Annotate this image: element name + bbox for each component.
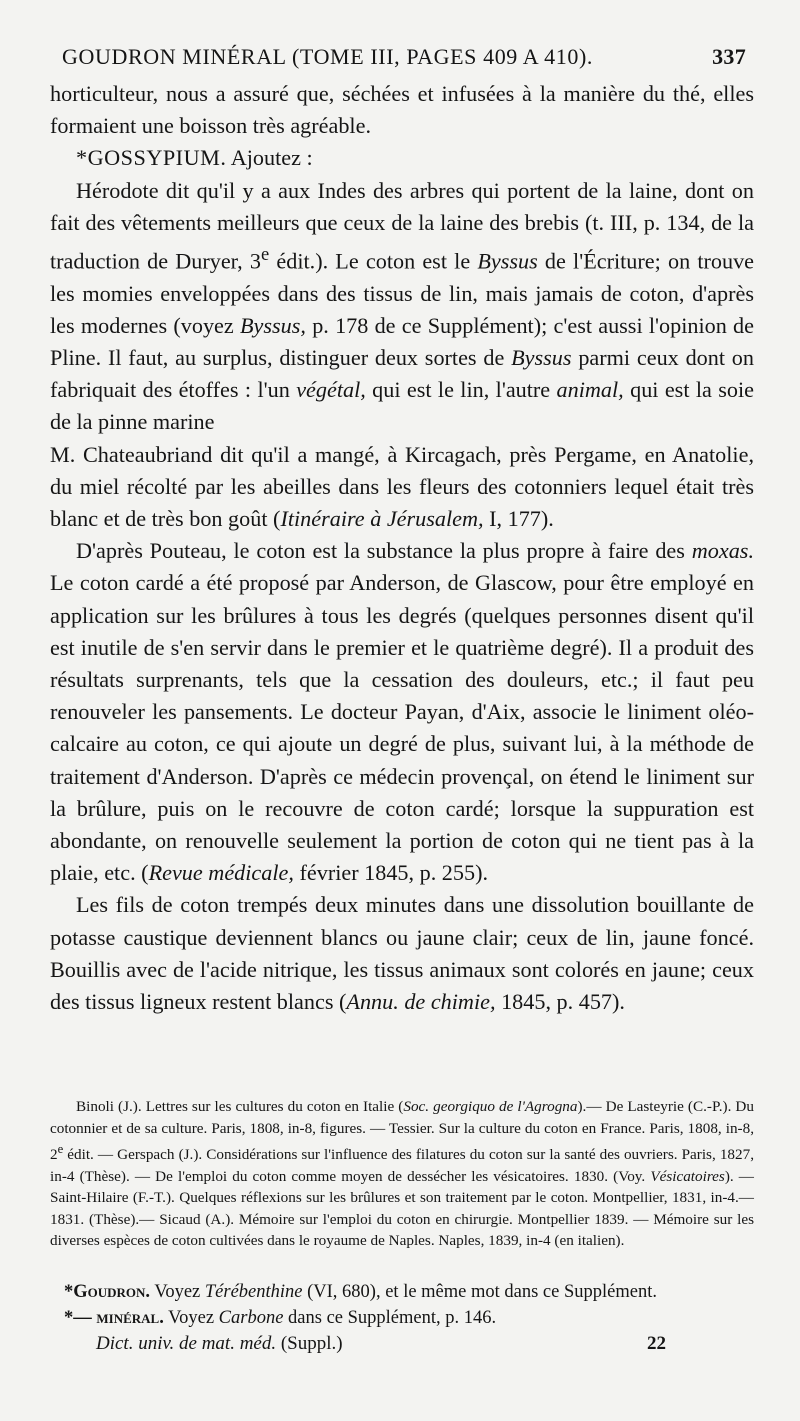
entry-heading: *GOSSYPIUM. Ajoutez : xyxy=(76,145,313,171)
page-footer: Dict. univ. de mat. méd. (Suppl.) 22 xyxy=(96,1333,666,1354)
paragraph-continuation: horticulteur, nous a assuré que, séchées et infusées à la manière du thé, elles formaient une boisson très agréable. xyxy=(50,81,754,139)
paragraph-herodote: Hérodote dit qu'il y a aux Indes des arbres qui portent de la laine, dont on fait des vêtements meilleurs que ceux de la laine des brebis (t. III, p. 134, de la traduction de Duryer, 3e édit.). Le coton est le Byssus de l'Écriture; on trouve les momies enveloppées dans des tissus de lin, mais jamais de coton, d'après les modernes (voyez Byssus, p. 178 de ce Supplément); c'est aussi l'opinion de Pline. Il faut, au surplus, distinguer deux sortes de Byssus parmi ceux dont on fabriquait des étoffes : l'un végétal, qui est le lin, l'autre animal, qui est la soie de la pinne marine xyxy=(50,177,755,435)
bibliography-text: Binoli (J.). Lettres sur les cultures du coton en Italie (Soc. georgiquo de l'Agrogna).— De Lasteyrie (C.-P.). Du cotonnier et de sa culture. Paris, 1808, in-8, figures. — Tessier. Sur la culture du coton en France. Paris, 1808, in-8, 2e édit. — Gerspach (J.). Considérations sur l'influence des filatures du coton sur la santé des ouvriers. Paris, 1827, in-4 (Thèse). — De l'emploi du coton comme moyen de dessécher les vésicatoires. 1830. (Voy. Vésicatoires). — Saint-Hilaire (F.-T.). Quelques réflexions sur les brûlures et son traitement par le coton. Montpellier, 1831, in-4.— 1831. (Thèse).— Sicaud (A.). Mémoire sur l'emploi du coton en chirurgie. Montpellier 1839. — Mémoire sur les diverses espèces de coton cultivées dans le royaume de Naples. Naples, 1839, in-4 (en italien). xyxy=(50,1098,754,1250)
paragraph-pouteau: D'après Pouteau, le coton est la substance la plus propre à faire des moxas. Le coton cardé a été proposé par Anderson, de Glascow, pour être employé en application sur les brûlures à tous les degrés (quelques personnes disent qu'il est inutile de s'en servir dans le premier et le quatrième degré). Il a produit des résultats surprenants, tels que la cessation des douleurs, etc.; il faut peu renouveler les pansements. Le docteur Payan, d'Aix, associe le liniment oléo-calcaire au coton, ce qui ajoute un degré de plus, suivant lui, à la méthode de traitement d'Anderson. D'après ce médecin provençal, on étend le liniment sur la brûlure, puis on le recouvre de coton cardé; lorsque la suppuration est abondante, on renouvelle seulement la portion de coton qui ne tient pas à la plaie, etc. (Revue médicale, février 1845, p. 255). xyxy=(50,538,754,886)
page-number: 337 xyxy=(712,44,746,69)
paragraph-fils-de-coton: Les fils de coton trempés deux minutes dans une dissolution bouillante de potasse caustique deviennent blancs ou jaune clair; ceux de lin, jaune foncé. Bouillis avec de l'acide nitrique, les tissus animaux sont colorés en jaune; ceux des tissus ligneux restent blancs (Annu. de chimie, 1845, p. 457). xyxy=(50,892,754,1015)
signature-mark: 22 xyxy=(647,1333,666,1354)
xref-mineral: *— minéral. Voyez Carbone dans ce Supplément, p. 146. xyxy=(64,1308,497,1328)
xref-goudron: *Goudron. Voyez Térébenthine (VI, 680), et le même mot dans ce Supplément. xyxy=(64,1282,657,1302)
bibliography xyxy=(50,1096,754,1252)
header-title: GOUDRON MINÉRAL (TOME III, PAGES 409 A 410). xyxy=(62,44,593,69)
paragraph-chateaubriand: M. Chateaubriand dit qu'il a mangé, à Kircagach, près Pergame, en Anatolie, du miel récolté par les abeilles dans les fleurs des cotonniers lequel était très blanc et de très bon goût (Itinéraire à Jérusalem, I, 177). xyxy=(50,441,754,532)
running-header xyxy=(62,44,746,70)
footer-source: Dict. univ. de mat. méd. xyxy=(96,1333,277,1354)
main-text xyxy=(50,78,754,1018)
entry-term: *GOSSYPIUM. xyxy=(76,145,227,171)
cross-references xyxy=(50,1279,754,1331)
